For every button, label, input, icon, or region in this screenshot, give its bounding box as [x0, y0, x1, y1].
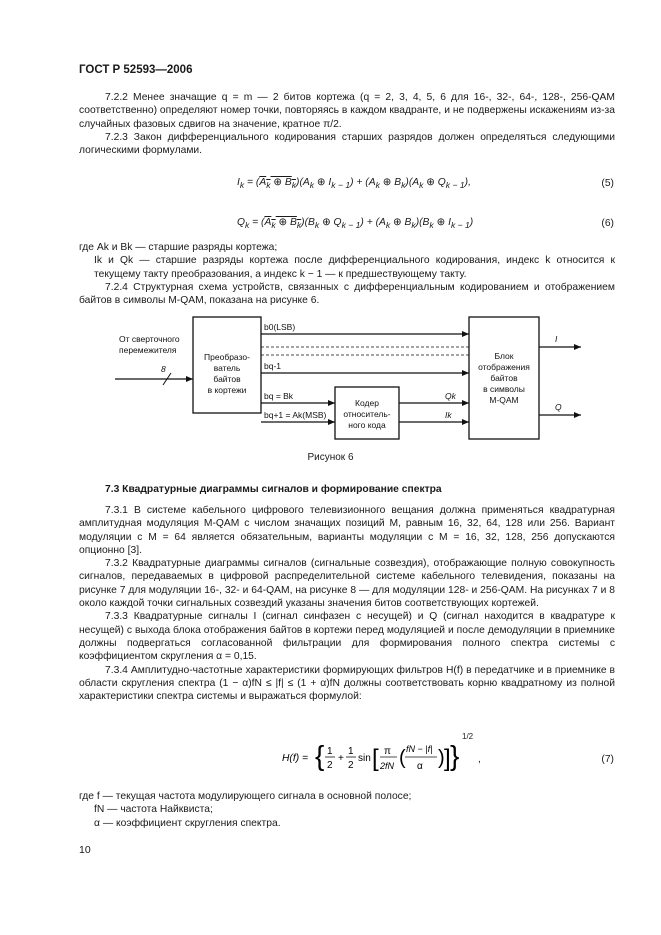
coder-label-2: относитель-: [343, 409, 391, 419]
formula-7-plus: +: [338, 753, 344, 764]
output-q-label: Q: [555, 402, 562, 412]
formula-7-fn-minus-f: fN − |f|: [406, 744, 433, 754]
section-7-2-text: [79, 91, 615, 157]
input-label-line2: перемежителя: [119, 345, 177, 355]
ik-arrow-head: [462, 419, 469, 425]
paragraph-7-3-1: 7.3.1 В системе кабельного цифрового телевизионного вещания должна применяться квадратурная амплитудная модуляция M-QAM с числом значащих позиций M, равным 16, 32, 64, 128 или 256. Вариант модуляции с M = 64 является обязательным, варианты модуляции с M = 16, 32, 128, 256 допускаются опционно [3].: [79, 505, 615, 556]
formula-7-lhs: H(f) =: [282, 753, 309, 764]
formula-7-left-paren: (: [399, 747, 406, 769]
page-number: 10: [79, 844, 91, 856]
formula-5-number: (5): [601, 178, 614, 189]
document-header: ГОСТ Р 52593—2006: [79, 64, 193, 76]
section-7-3-text: [79, 504, 615, 703]
bq-label: bq = Bk: [264, 391, 294, 401]
formula-7-sin: sin: [358, 753, 371, 764]
bus-width-label: 8: [161, 364, 166, 374]
bq-arrow-head: [328, 400, 335, 406]
definition-f: где f — текущая частота модулирующего сигнала в основной полосе;: [79, 791, 412, 802]
definition-ak-bk: где Ak и Bk — старшие разряды кортежа;: [79, 242, 278, 253]
mapper-label-3: байтов: [490, 373, 518, 383]
bq-plus-1-label: bq+1 = Ak(MSB): [264, 410, 327, 420]
b0-label: b0(LSB): [264, 322, 296, 332]
output-i-arrow-head: [574, 344, 581, 350]
figure-6-diagram: [105, 315, 585, 445]
formula-5-expression: $I_k = (A_k$ ⊕ $B_k)(A_k$ ⊕ $I_{k - 1}) + (A_k$ ⊕ $B_k)(A_k$ ⊕ $Q_{k - 1}$),: [237, 177, 471, 191]
coder-label-1: Кодер: [355, 398, 379, 408]
mapper-label-5: M-QAM: [489, 395, 519, 405]
converter-label-4: в кортежи: [207, 385, 247, 395]
input-arrow-head: [186, 376, 193, 382]
formula-7-left-bracket: [: [372, 745, 379, 772]
qk-arrow-head: [462, 400, 469, 406]
formula-7-power: 1/2: [462, 732, 474, 741]
bq-minus-1-arrow-head: [462, 370, 469, 376]
b0-arrow-head: [462, 331, 469, 337]
figure-6-caption: Рисунок 6: [307, 452, 354, 463]
section-7-3-title: 7.3 Квадратурные диаграммы сигналов и формирование спектра: [105, 484, 442, 495]
paragraph-7-3-2: 7.3.2 Квадратурные диаграммы сигналов (сигнальные созвездия), отображающие полную совокупность сигналов, передаваемых в цифровой распределительной системе кабельного телевидения, показаны на рисунке 7 для модуляции 16-, 32- и 64-QAM, на рисунке 8 — для модуляции 128- и 256-QAM. На рисунках 7 и 8 около каждой точки сигнальных созвездий указаны значения битов соответствующих кортежей.: [79, 558, 615, 610]
formula-7-right-paren: ): [438, 747, 445, 769]
converter-label-2: ватель: [213, 363, 241, 373]
definition-alpha: α — коэффициент скругления спектра.: [94, 817, 281, 829]
output-q-arrow-head: [574, 412, 581, 418]
paragraph-7-3-3: 7.3.3 Квадратурные сигналы I (сигнал синфазен с несущей) и Q (сигнал находится в квадратуре к несущей) с выхода блока отображения байтов в кортежи перед модуляцией и после демодуляции в приемнике должны подвергаться согласованной фильтрации для формирования полного спектра системы с коэффициентом скругления α = 0,15.: [79, 611, 615, 663]
formula-6-expression: $Q_k = (A_k$ ⊕ $B_k)(B_k$ ⊕ $Q_{k - 1}) + (A_k$ ⊕ $B_k)(B_k$ ⊕ $I_{k - 1}$): [237, 217, 474, 231]
qk-label: Qk: [445, 391, 456, 401]
formula-7-half-2-num: 1: [348, 746, 354, 757]
converter-label-1: Преобразо-: [204, 352, 250, 362]
paragraph-7-3-4: 7.3.4 Амплитудно-частотные характеристики формирующих фильтров H(f) в передатчике и в приемнике в области скругления спектра (1 − α)fN ≤ |f| ≤ (1 + α)fN должны соответствовать корню квадратному из полной характеристики спектра системы и выражаться формулой:: [79, 664, 615, 703]
formula-7-left-brace: {: [315, 740, 325, 771]
formula-7-number: (7): [601, 754, 614, 765]
formula-7-half-1-den: 2: [327, 760, 333, 771]
paragraph-7-2-4: 7.2.4 Структурная схема устройств, связанных с дифференциальным кодированием и отображением байтов в символы M-QAM, показана на рисунке 6.: [79, 281, 615, 307]
coder-label-3: ного кода: [348, 420, 386, 430]
formula-7-definitions: [79, 790, 615, 830]
paragraph-7-2-2: 7.2.2 Менее значащие q = m — 2 битов кортежа (q = 2, 3, 4, 5, 6 для 16-, 32-, 64-, 128-, 256-QAM соответственно) определяют номер точки, повторяясь в каждом квадранте, и не подвержены искажениям из-за случайных фазовых сдвигов на значение, кратное π/2.: [79, 92, 615, 130]
formula-6-number: (6): [601, 218, 614, 229]
mapper-label-4: в символы: [483, 384, 525, 394]
definition-ik-qk: Ik и Qk — старшие разряды кортежа после дифференциального кодирования, индекс k относится к текущему такту преобразования, а индекс k − 1 — к предшествующему такту.: [94, 255, 615, 280]
mapper-label-1: Блок: [494, 351, 514, 361]
formula-6: [237, 216, 473, 230]
formula-7-comma: ,: [478, 754, 481, 765]
input-label-line1: От сверточного: [119, 334, 180, 344]
formula-7-graphic: [282, 732, 462, 782]
formula-7-pi: π: [384, 746, 391, 757]
formula-7-right-brace: }: [450, 740, 460, 771]
formula-7-alpha: α: [417, 761, 423, 772]
formula-7: [282, 732, 481, 782]
output-i-label: I: [555, 334, 558, 344]
definition-fn: fN — частота Найквиста;: [94, 804, 213, 816]
formula-7-right-bracket: ]: [444, 745, 451, 772]
ik-label: Ik: [445, 410, 452, 420]
bq-plus-1-arrow-head: [328, 419, 335, 425]
converter-label-3: байтов: [213, 374, 241, 384]
formula-7-two-fn: 2fN: [380, 761, 395, 771]
formula-5: [237, 176, 471, 190]
formula-7-half-1-num: 1: [327, 746, 333, 757]
mapper-label-2: отображения: [478, 362, 530, 372]
bq-minus-1-label: bq-1: [264, 361, 282, 371]
paragraph-7-2-3: 7.2.3 Закон дифференциального кодирования старших разрядов должен определяться следующими логическими формулами.: [79, 131, 615, 157]
formula-definitions: [79, 241, 615, 307]
formula-7-half-2-den: 2: [348, 760, 354, 771]
